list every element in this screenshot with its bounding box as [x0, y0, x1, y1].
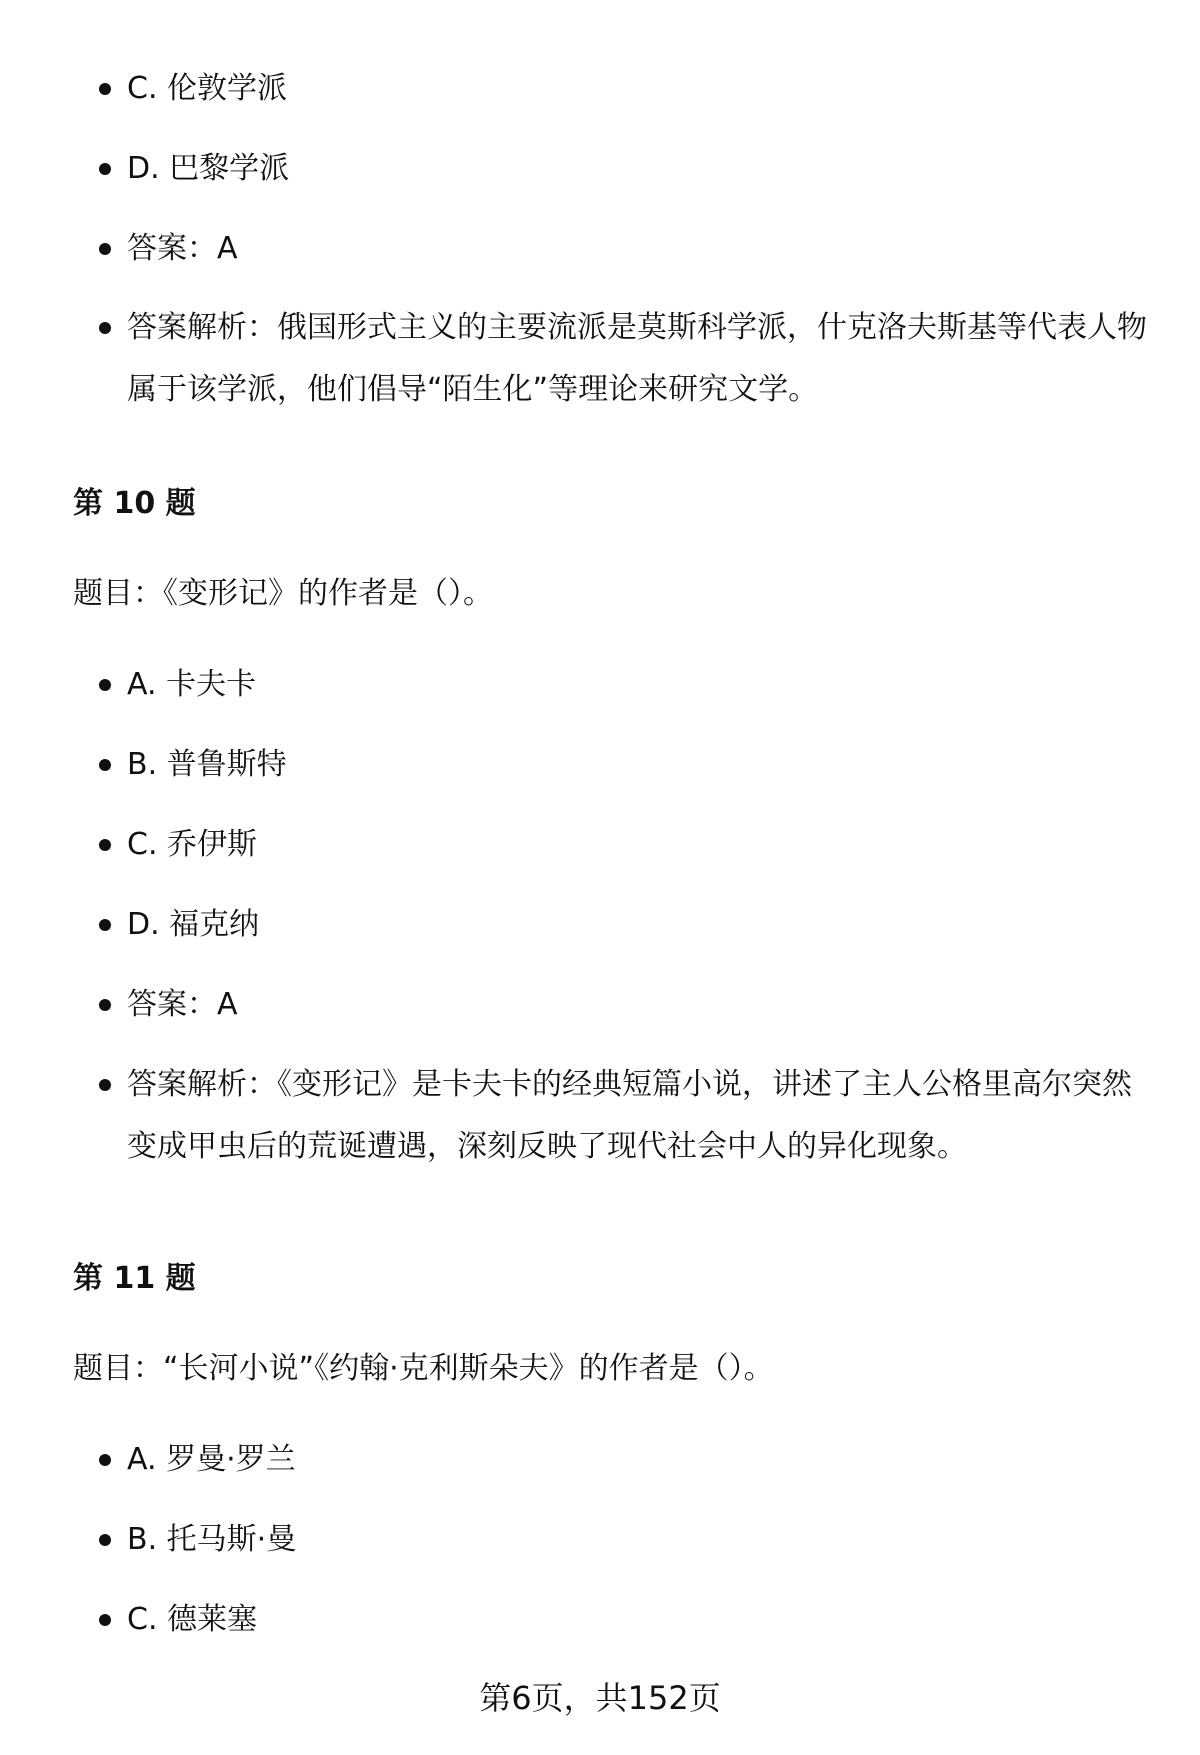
option-b: B. 托马斯·曼	[127, 1509, 1147, 1571]
option-a: A. 卡夫卡	[127, 654, 1147, 716]
answer: 答案：A	[127, 218, 1147, 280]
option-c: C. 德莱塞	[127, 1589, 1147, 1651]
answer-explanation: 答案解析：俄国形式主义的主要流派是莫斯科学派，什克洛夫斯基等代表人物属于该学派，他们倡导“陌生化”等理论来研究文学。	[127, 297, 1147, 421]
option-c: C. 伦敦学派	[127, 58, 1147, 120]
option-a: A. 罗曼·罗兰	[127, 1429, 1147, 1491]
option-b: B. 普鲁斯特	[127, 734, 1147, 796]
option-c: C. 乔伊斯	[127, 814, 1147, 876]
option-d: D. 巴黎学派	[127, 138, 1147, 200]
answer-explanation: 答案解析：《变形记》是卡夫卡的经典短篇小说，讲述了主人公格里高尔突然变成甲虫后的荒诞遭遇，深刻反映了现代社会中人的异化现象。	[127, 1054, 1147, 1178]
question-heading: 第 11 题	[73, 1261, 196, 1296]
question-heading: 第 10 题	[73, 486, 196, 521]
question-stem: 题目：“长河小说”《约翰·克利斯朵夫》的作者是（）。	[73, 1351, 774, 1386]
option-d: D. 福克纳	[127, 894, 1147, 956]
page-number-footer: 第6页，共152页	[479, 1679, 721, 1717]
answer: 答案：A	[127, 974, 1147, 1036]
question-stem: 题目：《变形记》的作者是（）。	[73, 576, 493, 611]
